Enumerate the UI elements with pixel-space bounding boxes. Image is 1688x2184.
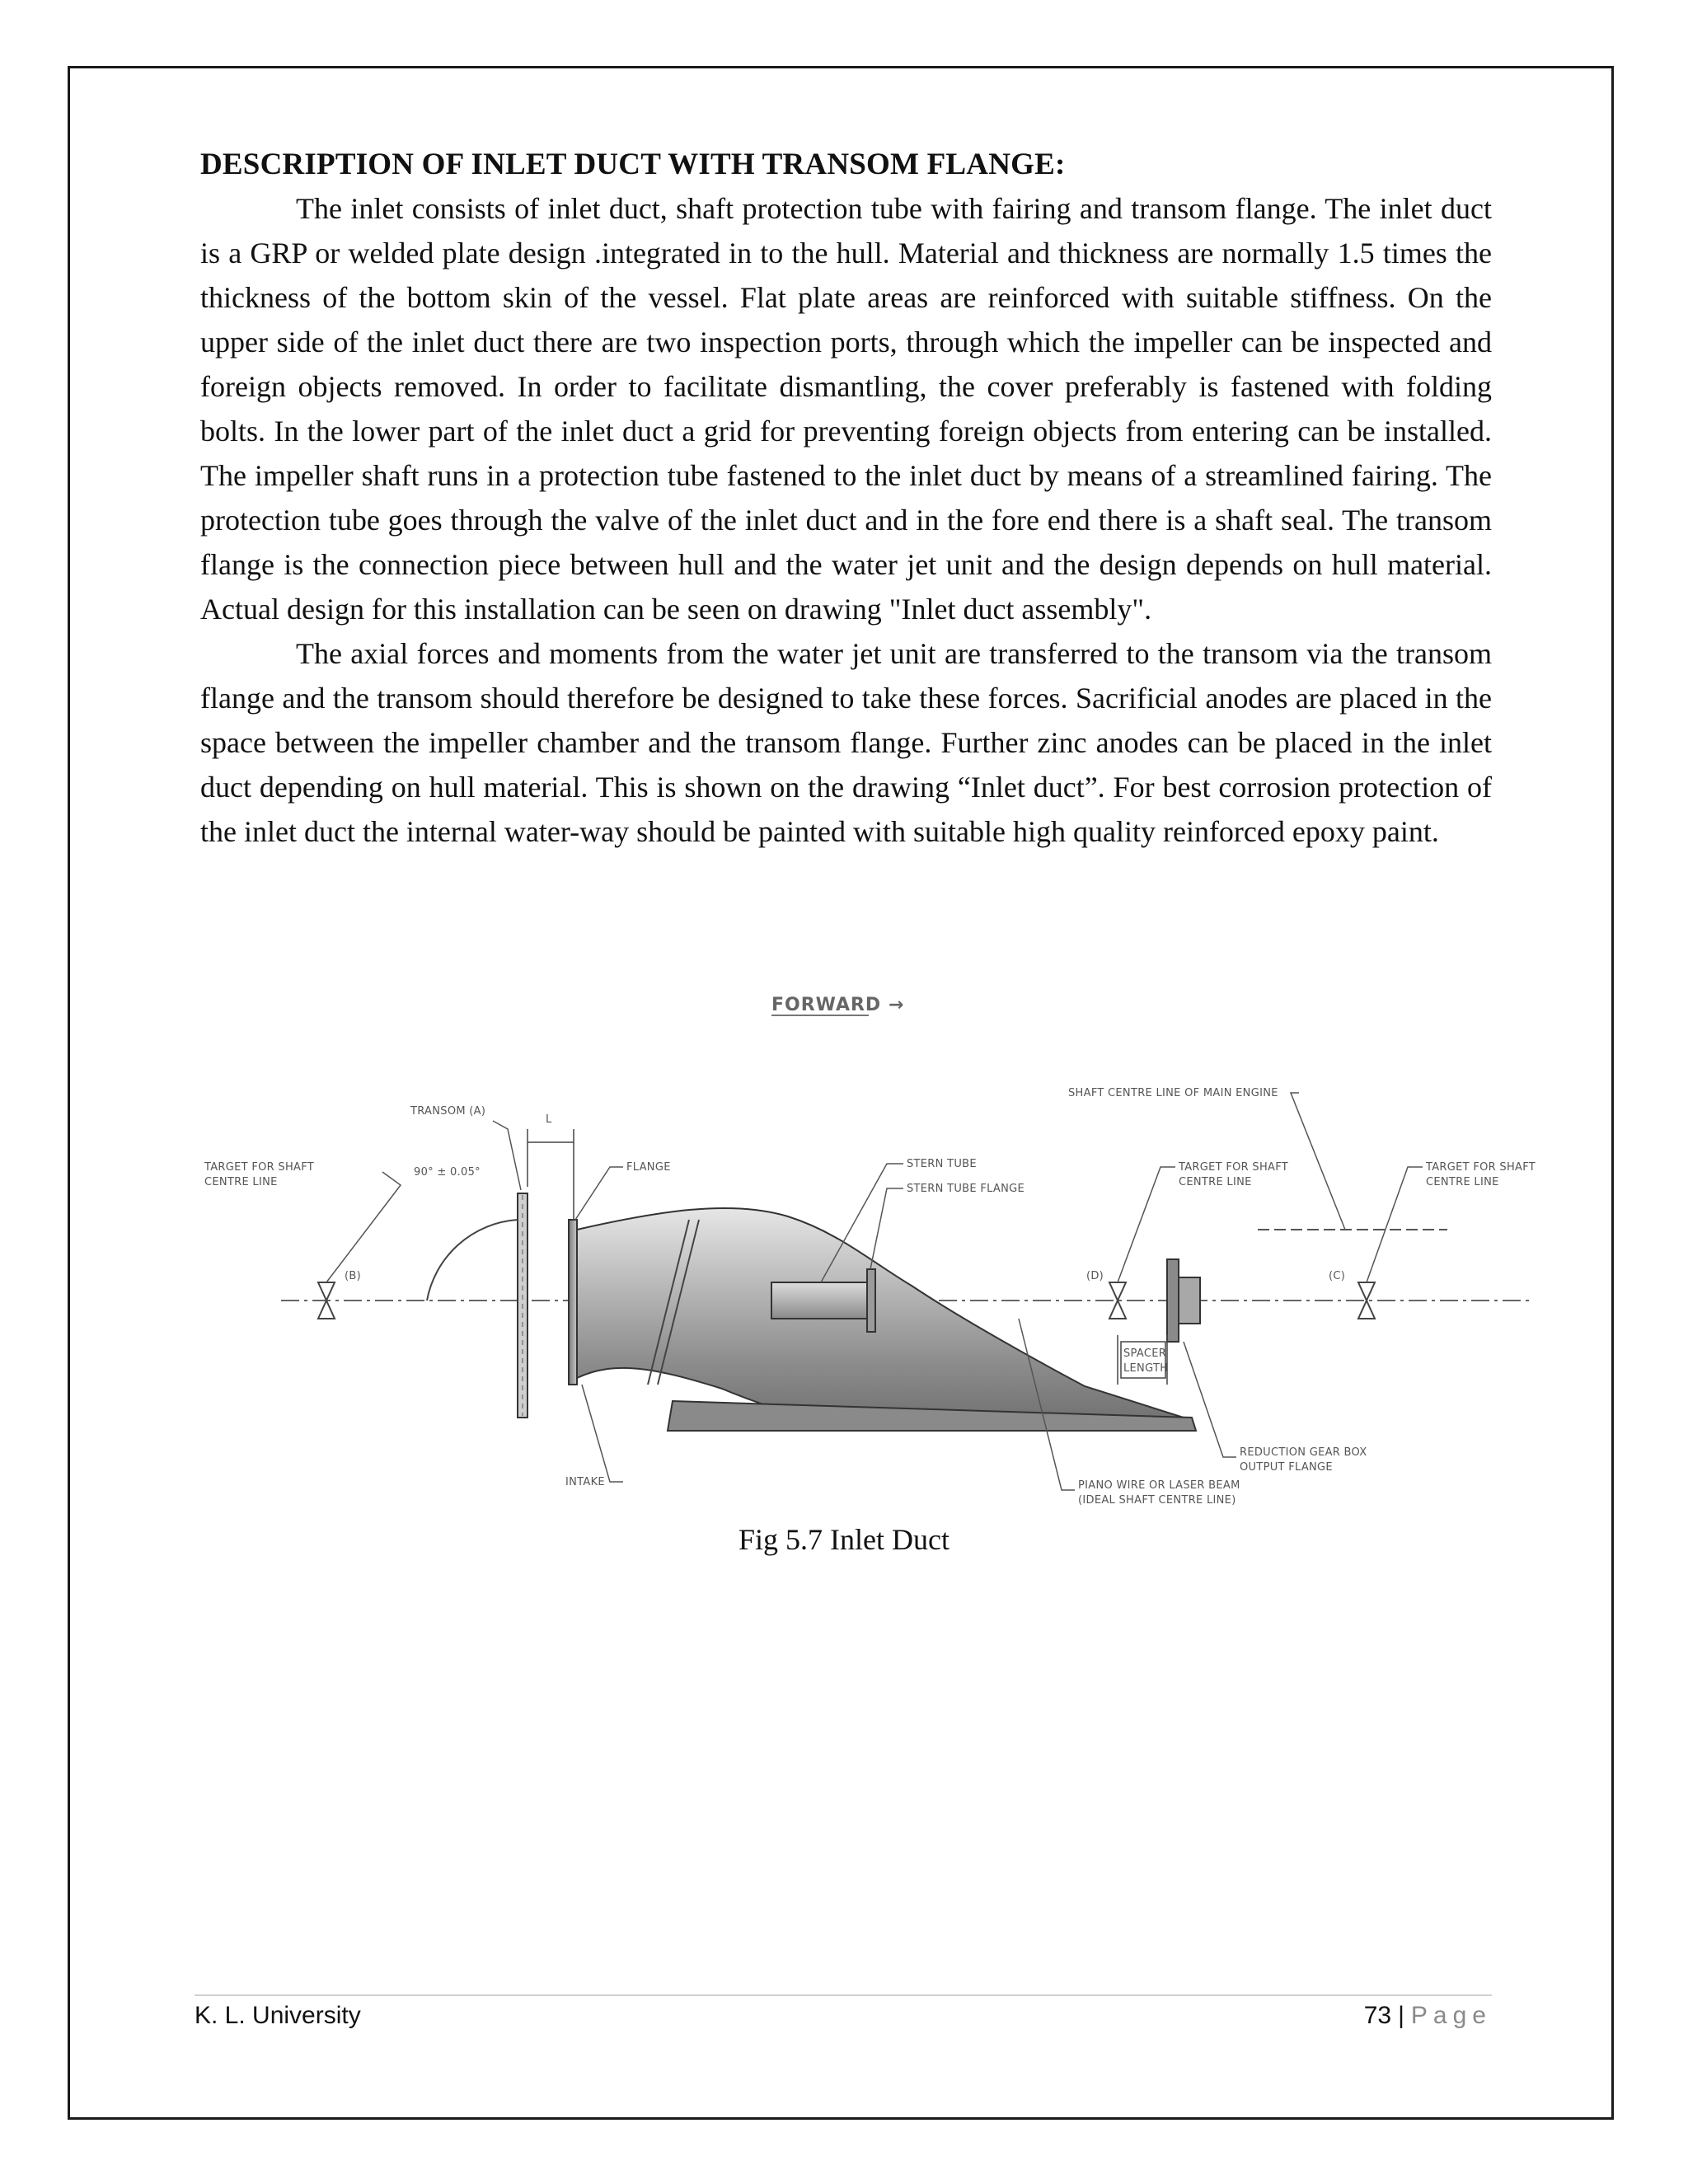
label-reduction-1: REDUCTION GEAR BOX: [1240, 1446, 1367, 1459]
duct-flange: [569, 1220, 577, 1385]
label-shaft-centre-line: SHAFT CENTRE LINE OF MAIN ENGINE: [1068, 1087, 1278, 1099]
label-b: (B): [345, 1270, 361, 1282]
footer-rule: [195, 1994, 1492, 1996]
leader-intake: [582, 1385, 623, 1482]
label-stern-tube-flange: STERN TUBE FLANGE: [907, 1183, 1025, 1195]
reduction-flange: [1167, 1259, 1179, 1342]
label-intake: INTAKE: [565, 1476, 605, 1488]
label-spacer-2: LENGTH: [1123, 1362, 1169, 1375]
label-target-left-1: TARGET FOR SHAFT: [204, 1161, 315, 1174]
leader-target-left: [326, 1172, 401, 1282]
reduction-hub: [1179, 1277, 1200, 1324]
paragraph-1: The inlet consists of inlet duct, shaft protection tube with fairing and transom flange. The inlet duct is a GRP or welded plate design .integrated in to the hull. Material and thickness are normally 1.5 times the thickness of the bottom skin of the vessel. Flat plate areas are reinforced with suitable stiffness. On the upper side of the inlet duct there are two inspection ports, through which the impeller can be inspected and foreign objects removed. In order to facilitate dismantling, the cover preferably is fastened with folding bolts. In the lower part of the inlet duct a grid for preventing foreign objects from entering can be installed. The impeller shaft runs in a protection tube fastened to the inlet duct by means of a streamlined fairing. The protection tube goes through the valve of the inlet duct and in the fore end there is a shaft seal. The transom flange is the connection piece between hull and the water jet unit and the design depends on hull material. Actual design for this installation can be seen on drawing "Inlet duct assembly".: [200, 192, 1492, 626]
footer-university: K. L. University: [195, 2002, 361, 2029]
forward-label: FORWARD →: [771, 995, 905, 1015]
label-transom: TRANSOM (A): [410, 1105, 486, 1118]
stern-tube: [771, 1282, 867, 1319]
page-separator: |: [1398, 2002, 1404, 2029]
inlet-duct-drawing: [195, 972, 1546, 1533]
label-target-left-2: CENTRE LINE: [204, 1176, 278, 1188]
label-target-mid-1: TARGET FOR SHAFT: [1179, 1161, 1289, 1174]
leader-transom: [493, 1121, 521, 1190]
document-body: [200, 147, 1492, 854]
label-stern-tube: STERN TUBE: [907, 1158, 977, 1170]
label-reduction-2: OUTPUT FLANGE: [1240, 1461, 1333, 1474]
label-flange: FLANGE: [626, 1161, 671, 1174]
label-target-right-2: CENTRE LINE: [1426, 1176, 1499, 1188]
leader-flange: [575, 1167, 623, 1220]
angle-arc: [427, 1220, 518, 1301]
label-l: L: [546, 1113, 552, 1126]
leader-reduction: [1184, 1342, 1236, 1457]
label-c: (C): [1329, 1270, 1346, 1282]
label-target-right-1: TARGET FOR SHAFT: [1426, 1161, 1536, 1174]
leader-stern-tube-flange: [870, 1188, 903, 1269]
label-target-mid-2: CENTRE LINE: [1179, 1176, 1252, 1188]
paragraph-2: The axial forces and moments from the water jet unit are transferred to the transom via the transom flange and the transom should therefore be designed to take these forces. Sacrificial anodes are placed in the space between the impeller chamber and the transom flange. Further zinc anodes can be placed in the inlet duct depending on hull material. This is shown on the drawing “Inlet duct”. For best corrosion protection of the inlet duct the internal water-way should be painted with suitable high quality reinforced epoxy paint.: [200, 637, 1492, 848]
label-piano-1: PIANO WIRE OR LASER BEAM: [1078, 1479, 1240, 1492]
label-piano-2: (IDEAL SHAFT CENTRE LINE): [1078, 1494, 1236, 1507]
leader-engine-line: [1291, 1093, 1345, 1230]
figure-caption: Fig 5.7 Inlet Duct: [738, 1523, 950, 1556]
label-spacer-1: SPACER: [1123, 1347, 1167, 1360]
stern-tube-flange: [867, 1269, 875, 1332]
page-number: 73: [1363, 2002, 1392, 2029]
footer-page-info: [1364, 1999, 1492, 2032]
leader-target-right: [1367, 1167, 1423, 1282]
inlet-duct-figure: [195, 972, 1546, 1533]
page-word: Page: [1410, 2002, 1492, 2029]
section-heading: DESCRIPTION OF INLET DUCT WITH TRANSOM FLANGE:: [200, 148, 1066, 181]
inlet-duct-body: [577, 1208, 1192, 1427]
label-d: (D): [1086, 1270, 1104, 1282]
label-angle: 90° ± 0.05°: [414, 1166, 481, 1179]
